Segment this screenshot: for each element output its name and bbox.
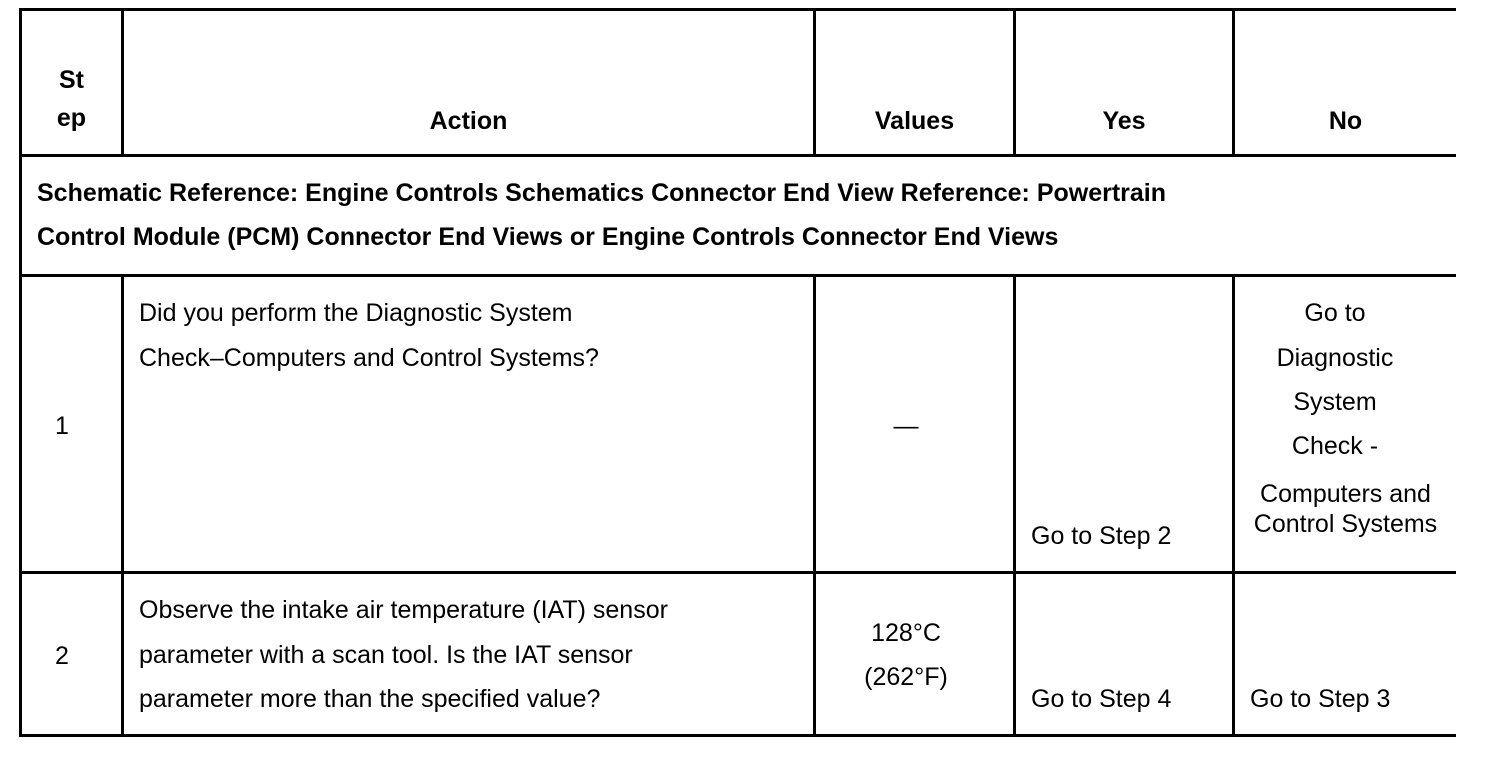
row1-yes: Go to Step 2 — [1031, 522, 1172, 550]
row2-step: 2 — [55, 642, 69, 670]
header-divider — [19, 154, 1456, 157]
header-step: St ep — [56, 66, 87, 132]
row2-values-line-1: 128°C — [871, 619, 941, 647]
table-border-top — [19, 8, 1456, 11]
header-action: Action — [429, 107, 508, 135]
row1-no-line-2: Diagnostic — [1276, 344, 1394, 372]
row1-values: — — [893, 412, 919, 440]
row1-no-line-1: Go to — [1304, 299, 1366, 327]
row2-yes: Go to Step 4 — [1031, 685, 1172, 713]
column-divider-values — [1013, 274, 1016, 737]
reference-divider — [19, 274, 1456, 277]
column-divider-step — [121, 274, 124, 737]
schematic-reference-line-1: Schematic Reference: Engine Controls Schematics Connector End View Reference: Powertrain — [37, 179, 1167, 207]
row2-values-line-2: (262°F) — [864, 663, 948, 691]
row2-action-line-2: parameter with a scan tool. Is the IAT sensor — [139, 641, 633, 669]
row2-action-line-3: parameter more than the specified value? — [139, 685, 601, 713]
row1-no-line-3: System — [1293, 388, 1377, 416]
schematic-reference-line-2: Control Module (PCM) Connector End Views or Engine Controls Connector End Views — [37, 223, 1059, 251]
header-values: Values — [874, 107, 955, 135]
row2-no: Go to Step 3 — [1250, 685, 1391, 713]
header-no: No — [1328, 107, 1363, 135]
row2-action-line-1: Observe the intake air temperature (IAT) sensor — [139, 596, 668, 624]
row1-no-line-6: Control Systems — [1253, 510, 1438, 538]
row1-divider — [19, 571, 1456, 574]
row1-action-line-1: Did you perform the Diagnostic System — [139, 299, 573, 327]
header-yes: Yes — [1102, 107, 1146, 135]
diagnostic-table — [19, 8, 1456, 737]
row1-step: 1 — [55, 412, 69, 440]
row1-no-line-5: Computers and — [1260, 480, 1431, 508]
row1-no-line-4: Check - — [1291, 432, 1379, 460]
row1-action-line-2: Check–Computers and Control Systems? — [139, 344, 599, 372]
table-border-bottom — [19, 734, 1456, 737]
